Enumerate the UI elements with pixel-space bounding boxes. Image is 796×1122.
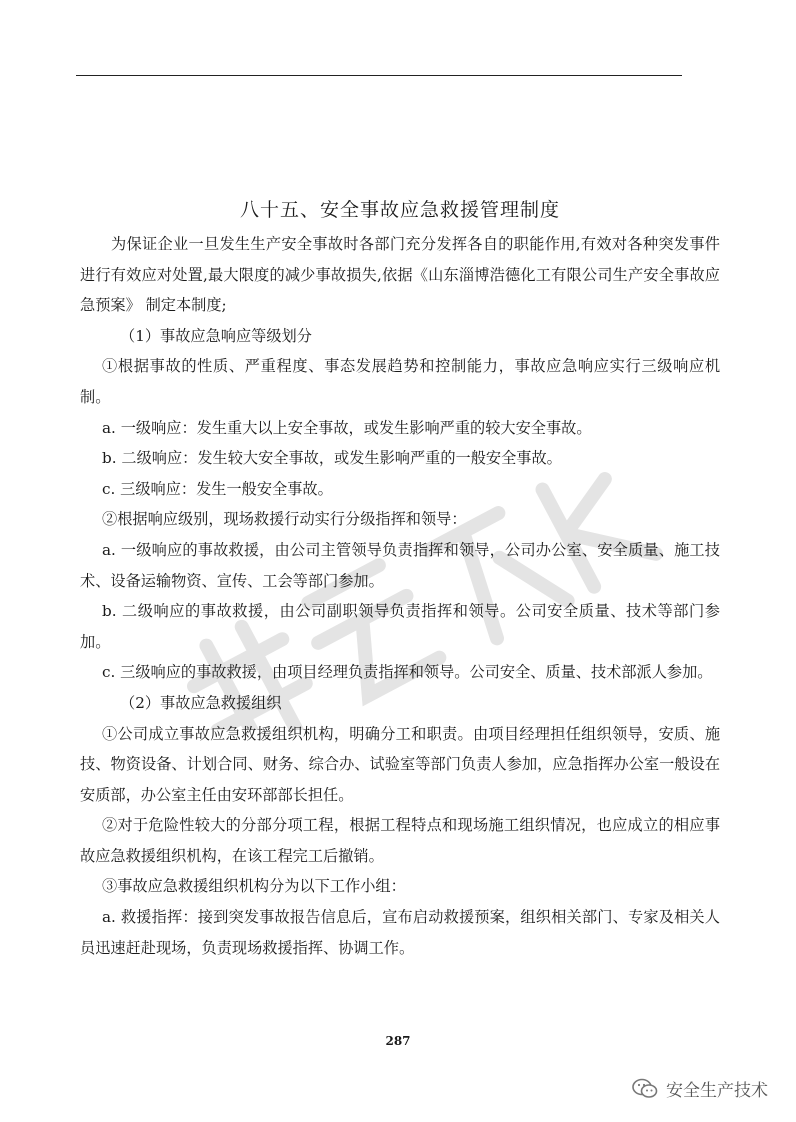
paragraph: ①公司成立事故应急救援组织机构，明确分工和职责。由项目经理担任组织领导，安质、施技、物资设备、计划合同、财务、综合办、试验室等部门负责人参加，应急指挥办公室一般设在安质部，办公室主任由安环部部长担任。 [80, 724, 720, 804]
paragraph: ②对于危险性较大的分部分项工程，根据工程特点和现场施工组织情况，也应成立的相应事故应急救援组织机构，在该工程完工后撤销。 [80, 816, 720, 865]
paragraph: b. 二级响应：发生较大安全事故，或发生影响严重的一般安全事故。 [102, 449, 562, 468]
paragraph: c. 三级响应：发生一般安全事故。 [102, 479, 333, 498]
page-number: 287 [385, 1034, 411, 1048]
paragraph: a. 救援指挥：接到突发事故报告信息后，宣布启动救援预案，组织相关部门、专家及相关人员迅速赶赴现场，负责现场救援指挥、协调工作。 [80, 908, 720, 957]
brand-label: 安全生产技术 [666, 1081, 768, 1101]
brand-badge[interactable] [632, 1076, 768, 1101]
paragraph: a. 一级响应：发生重大以上安全事故，或发生影响严重的较大安全事故。 [102, 418, 592, 437]
header-rule [76, 75, 682, 76]
wechat-icon [632, 1078, 658, 1100]
paragraph: ②根据响应级别，现场救援行动实行分级指挥和领导： [102, 510, 467, 529]
paragraph: a. 一级响应的事故救援，由公司主管领导负责指挥和领导，公司办公室、安全质量、施工技术、设备运输物资、宣传、工会等部门参加。 [80, 540, 720, 590]
paragraph: ③事故应急救援组织机构分为以下工作小组： [102, 877, 406, 896]
paragraph: 为保证企业一旦发生生产安全事故时各部门充分发挥各自的职能作用,有效对各种突发事件进行有效应对处置,最大限度的减少事故损失,依据《山东淄博浩德化工有限公司生产安全事故应急预案》 制定本制度; [80, 235, 720, 315]
document-title: 八十五、安全事故应急救援管理制度 [239, 199, 560, 221]
paragraph: （1）事故应急响应等级划分 [120, 326, 312, 345]
paragraph-list [80, 229, 720, 963]
document-body [80, 195, 720, 963]
paragraph: b. 二级响应的事故救援，由公司副职领导负责指挥和领导。公司安全质量、技术等部门参加。 [80, 602, 720, 651]
paragraph: c. 三级响应的事故救援，由项目经理负责指挥和领导。公司安全、质量、技术部派人参加。 [102, 663, 713, 682]
paragraph: ①根据事故的性质、严重程度、事态发展趋势和控制能力，事故应急响应实行三级响应机制。 [80, 357, 720, 406]
paragraph: （2）事故应急救援组织 [120, 693, 282, 712]
